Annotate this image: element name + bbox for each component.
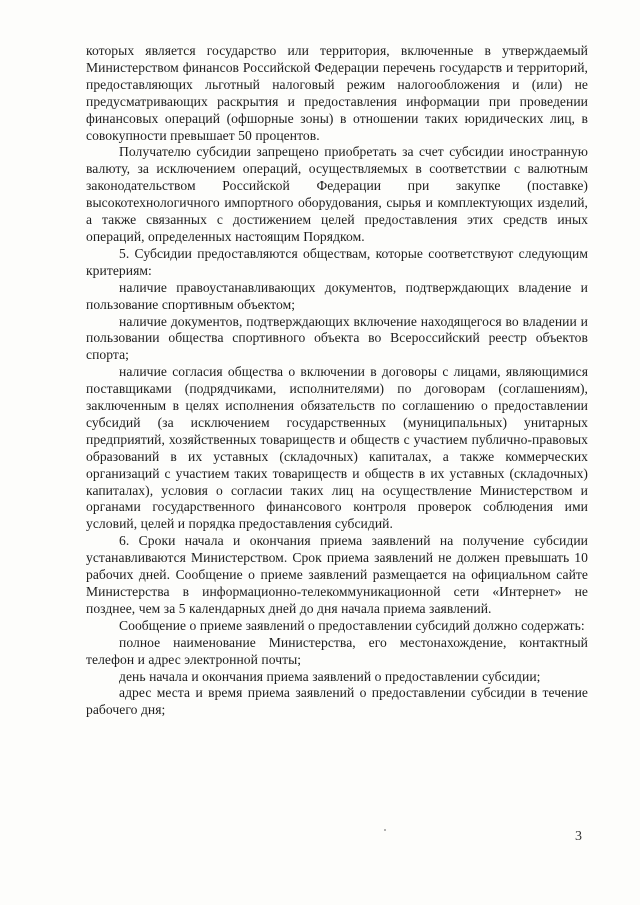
paragraph-start-end-dates: день начала и окончания приема заявлений о предоставлении субсидии; (119, 668, 541, 684)
paragraph-criterion-ownership-docs: наличие правоустанавливающих документов, подтверждающих владение и пользование спортивным объектом; (86, 279, 588, 312)
paragraph-section-6-deadlines: 6. Сроки начала и окончания приема заявлений на получение субсидии устанавливаются Министерством. Срок приема заявлений не должен превышать 10 рабочих дней. Сообщение о приеме заявлений размещается на официальном сайте Министерства в информационно-телекоммуникационной сети «Интернет» не позднее, чем за 5 календарных дней до дня начала приема заявлений. (86, 533, 588, 616)
paragraph-criterion-consent: наличие согласия общества о включении в договоры с лицами, являющимися поставщиками (подрядчиками, исполнителями) по договорам (соглашениям), заключенным в целях исполнения обязательств по соглашению о предоставлении субсидий (за исключением государственных (муниципальных) унитарных предприятий, хозяйственных товариществ и обществ с участием публично-правовых образований в их уставных (складочных) капиталах, а также коммерческих организаций с участием таких товариществ и обществ в их уставных (складочных) капиталах), условия о согласии таких лиц на осуществление Министерством и органами государственного финансового контроля проверок соблюдения ими условий, целей и порядка предоставления субсидий. (86, 364, 588, 532)
scan-speck (384, 829, 386, 831)
paragraph-ministry-contacts: полное наименование Министерства, его местонахождение, контактный телефон и адрес электронной почты; (86, 634, 588, 667)
paragraph-section-5-criteria: 5. Субсидии предоставляются обществам, которые соответствуют следующим критериям: (86, 245, 588, 278)
paragraph-notice-contents: Сообщение о приеме заявлений о предоставлении субсидий должно содержать: (119, 617, 585, 633)
paragraph-currency-ban: Получателю субсидии запрещено приобретать за счет субсидии иностранную валюту, за исключением операций, осуществляемых в соответствии с валютным законодательством Российской Федерации при закупке (поставке) высокотехнологичного импортного оборудования, сырья и комплектующих изделий, а также связанных с достижением целей предоставления этих средств иных операций, определенных настоящим Порядком. (86, 144, 588, 244)
page-number: 3 (575, 829, 582, 844)
paragraph-criterion-sports-registry: наличие документов, подтверждающих включение находящегося во владении и пользовании общества спортивного объекта во Всероссийский реестр объектов спорта; (86, 313, 588, 363)
paragraph-offshore-continuation: которых является государство или территория, включенные в утверждаемый Министерством финансов Российской Федерации перечень государств и территорий, предоставляющих льготный налоговый режим налогообложения и (или) не предусматривающих раскрытия и предоставления информации при проведении финансовых операций (офшорные зоны) в отношении таких юридических лиц, в совокупности превышает 50 процентов. (86, 43, 588, 143)
body-text (86, 43, 588, 719)
paragraph-place-and-time: адрес места и время приема заявлений о предоставлении субсидии в течение рабочего дня; (86, 685, 588, 718)
